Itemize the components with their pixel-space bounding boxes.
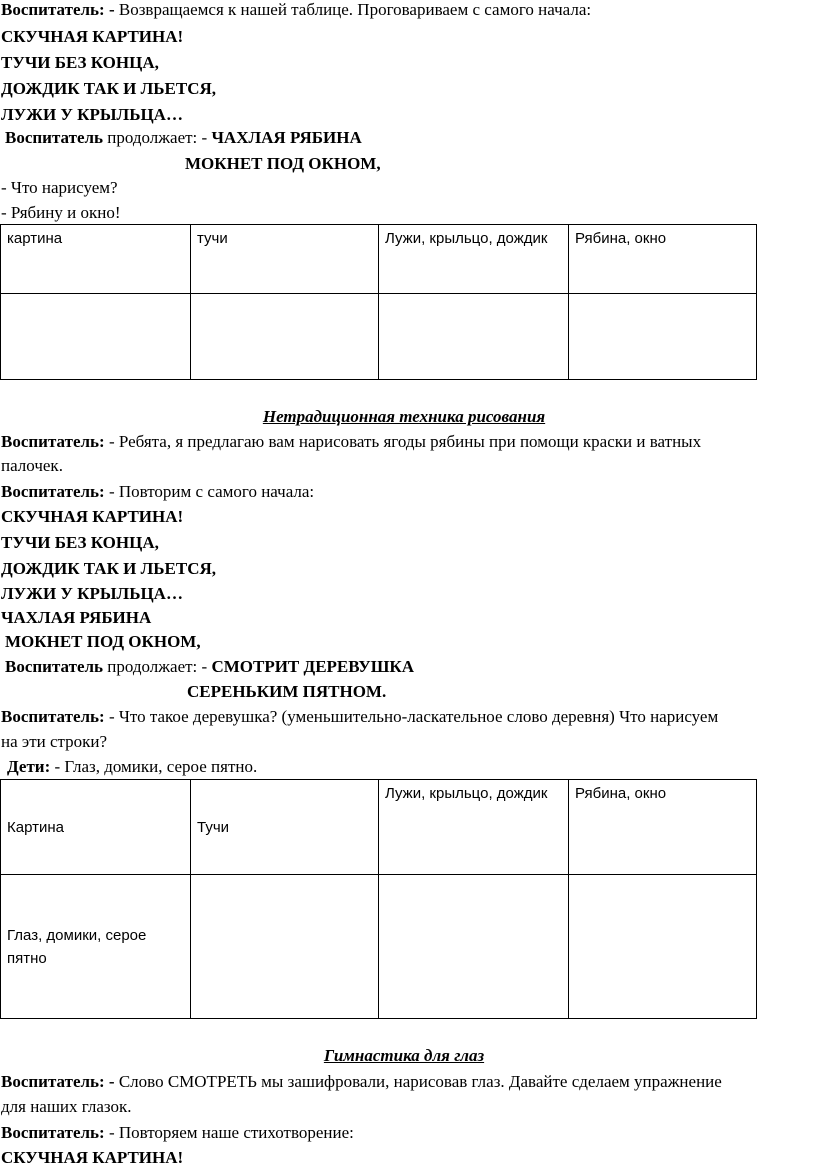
table-cell [569,294,757,380]
paragraph-text: - Что такое деревушка? (уменьшительно-ласкательное слово деревня) Что нарисуем [108,707,719,726]
paragraph-line [1,1123,354,1143]
table-cell [379,875,569,1019]
speaker-label: Воспитатель [5,128,104,147]
section-heading: Гимнастика для глаз [323,1046,485,1065]
verse-line: ЧАХЛАЯ РЯБИНА [211,128,362,147]
table-cell [379,294,569,380]
verse-line: СЕРЕНЬКИМ ПЯТНОМ. [187,682,387,701]
paragraph-line [1,432,701,452]
table-header-cell: Лужи, крыльцо, дождик [379,225,569,294]
table-1 [0,224,757,380]
verse-line: МОКНЕТ ПОД ОКНОМ, [185,154,381,173]
table-header-row [1,225,757,294]
table-cell [191,875,379,1019]
paragraph-line [1,482,314,502]
table-header-cell: картина [1,225,191,294]
question-line: - Что нарисуем? [1,178,118,197]
table-header-cell: Рябина, окно [569,225,757,294]
speaker-label: Воспитатель: - [1,1072,115,1091]
answer-line: - Рябину и окно! [1,203,121,222]
poem-line: ТУЧИ БЕЗ КОНЦА, [1,53,159,72]
table-header-cell: Рябина, окно [569,780,757,875]
table-header-cell: тучи [191,225,379,294]
continue-line [5,128,362,148]
table-row [1,294,757,380]
speaker-label: Воспитатель: [1,432,105,451]
paragraph-line: для наших глазок. [1,1097,132,1116]
poem-line: СКУЧНАЯ КАРТИНА! [1,1148,184,1167]
poem-line: ЧАХЛАЯ РЯБИНА [1,608,152,627]
continue-text: продолжает: - [107,657,208,676]
speaker-label: Воспитатель: [1,0,105,19]
paragraph-text: Слово СМОТРЕТЬ мы зашифровали, нарисовав глаз. Давайте сделаем упражнение [118,1072,722,1091]
poem-line: ТУЧИ БЕЗ КОНЦА, [1,533,159,552]
paragraph-line: на эти строки? [1,732,108,751]
speaker-label: Воспитатель: [1,1123,105,1142]
poem-line: ЛУЖИ У КРЫЛЬЦА… [1,105,183,124]
table-header-cell: Лужи, крыльцо, дождик [379,780,569,875]
poem-line: СКУЧНАЯ КАРТИНА! [1,27,184,46]
poem-line: ДОЖДИК ТАК И ЛЬЕТСЯ, [1,79,217,98]
poem-line: ДОЖДИК ТАК И ЛЬЕТСЯ, [1,559,217,578]
paragraph-text: - Повторяем наше стихотворение: [108,1123,354,1142]
poem-line: ЛУЖИ У КРЫЛЬЦА… [1,584,183,603]
table-header-cell: Картина [1,780,191,875]
kids-line [7,757,257,777]
section-heading: Нетрадиционная техника рисования [262,407,546,426]
table-cell [569,875,757,1019]
poem-line: МОКНЕТ ПОД ОКНОМ, [5,632,201,651]
verse-line: СМОТРИТ ДЕРЕВУШКА [211,657,414,676]
table-cell [1,294,191,380]
table-header-row [1,780,757,875]
paragraph-line: палочек. [1,456,63,475]
paragraph-text: - Повторим с самого начала: [108,482,315,501]
poem-line: СКУЧНАЯ КАРТИНА! [1,507,184,526]
paragraph-text: - Ребята, я предлагаю вам нарисовать ягоды рябины при помощи краски и ватных [108,432,702,451]
kids-text: - Глаз, домики, серое пятно. [54,757,258,776]
table-header-cell: Тучи [191,780,379,875]
paragraph-line [1,707,718,727]
table-2 [0,779,757,1019]
dash: - [108,0,115,19]
table-cell: Глаз, домики, серое пятно [1,875,191,1019]
speaker-label: Дети: [7,757,51,776]
speaker-label: Воспитатель: [1,707,105,726]
table-row [1,875,757,1019]
intro-text: Возвращаемся к нашей таблице. Проговариваем с самого начала: [118,0,592,19]
speaker-label: Воспитатель: [1,482,105,501]
intro-line [1,0,591,20]
paragraph-line [1,1072,722,1092]
speaker-label: Воспитатель [5,657,104,676]
continue-line [5,657,414,677]
continue-text: продолжает: - [107,128,208,147]
table-cell [191,294,379,380]
